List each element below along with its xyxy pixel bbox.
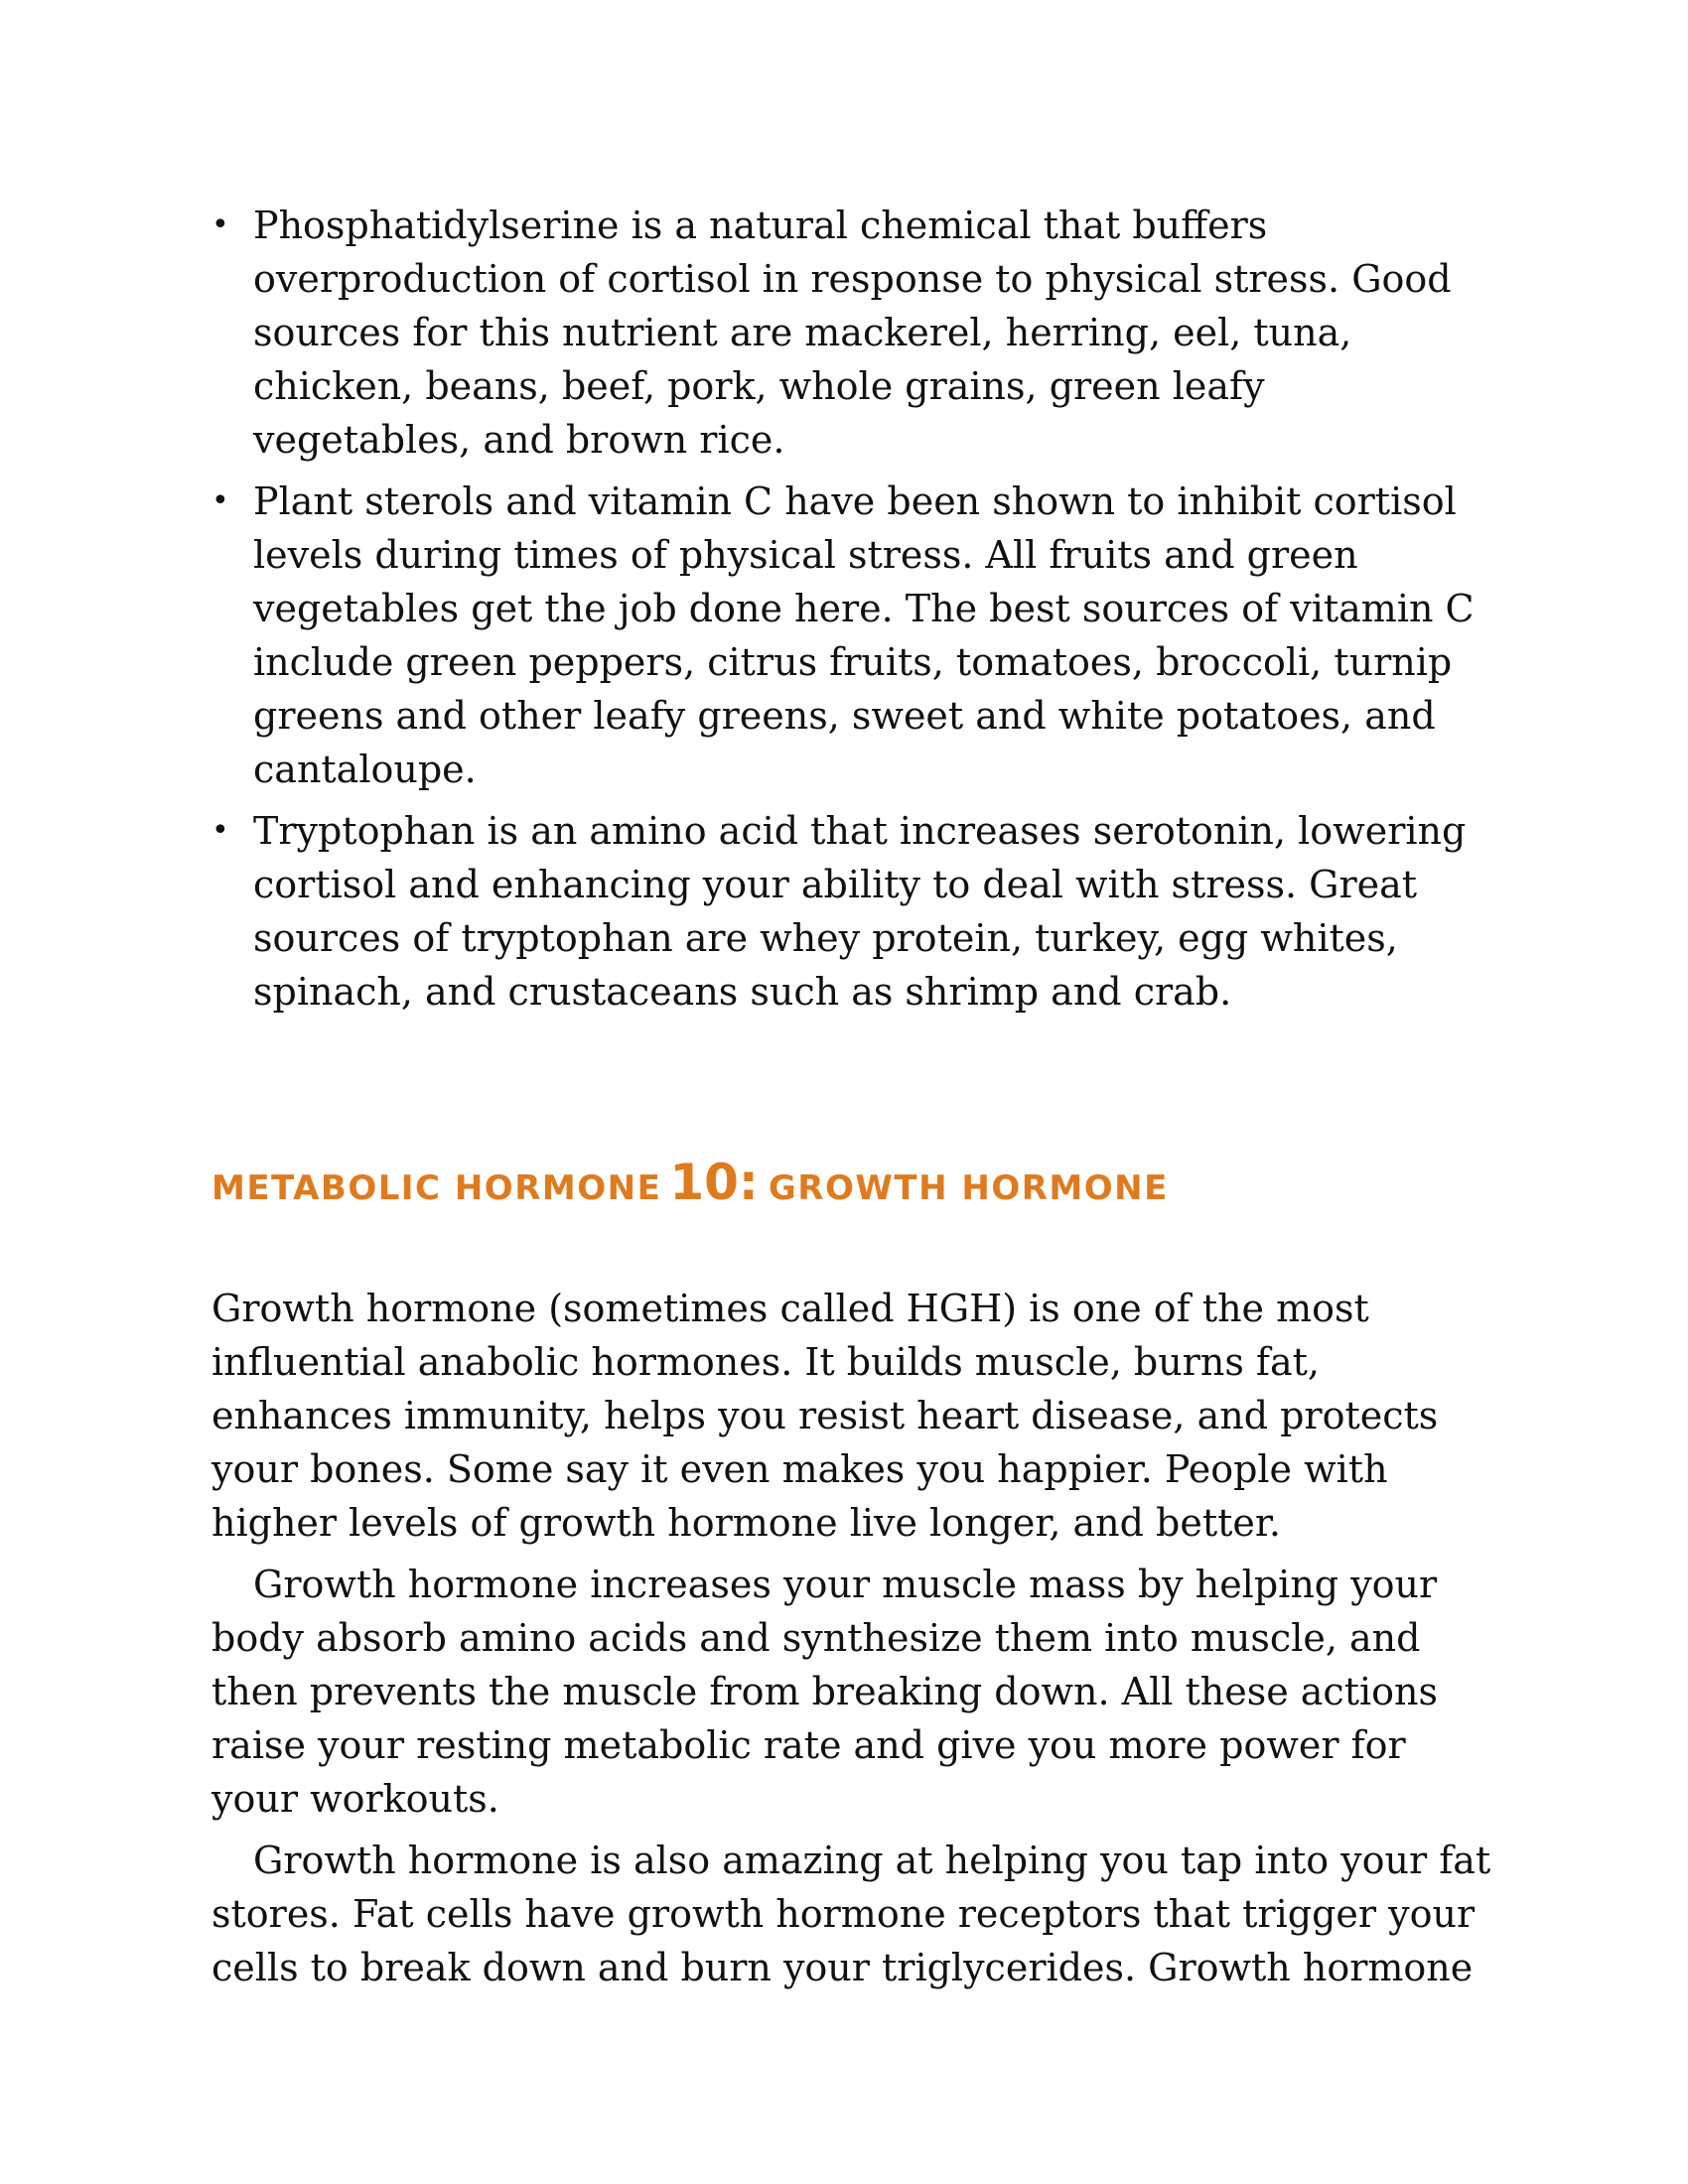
bullet-text: Phosphatidylserine is a natural chemical that buffers overproduction of cortisol in response to physical stress. Good sources for this nutrient are mackerel, herring, eel, tuna, chicken, beans, beef, pork, whole grains, green leafy vegetables, and brown rice. [253, 204, 1452, 462]
bullet-marker: • [211, 207, 229, 242]
paragraph: Growth hormone is also amazing at helping you tap into your fat stores. Fat cells have growth hormone receptors that trigger your cells to break down and burn your triglycerides. Growth hormone [211, 1839, 1491, 1989]
heading-number: 10: [669, 1154, 759, 1211]
bullet-text: Tryptophan is an amino acid that increases serotonin, lowering cortisol and enhancing your ability to deal with stress. Great sources of tryptophan are whey protein, turkey, egg whites, spinach, and crustaceans such as shrimp and crab. [253, 809, 1467, 1014]
body-text [211, 1282, 1492, 1994]
heading-title: GROWTH HORMONE [768, 1168, 1169, 1208]
paragraph: Growth hormone increases your muscle mass by helping your body absorb amino acids and synthesize them into muscle, and then prevents the muscle from breaking down. All these actions raise your resting metabolic rate and give you more power for your workouts. [211, 1563, 1438, 1821]
bullet-marker: • [211, 813, 229, 848]
bullet-list [211, 199, 1492, 1019]
paragraph: Growth hormone (sometimes called HGH) is one of the most influential anabolic hormones. It builds muscle, burns fat, enhances immunity, helps you resist heart disease, and protects your bones. Some say it even makes you happier. People with higher levels of growth hormone live longer, and better. [211, 1287, 1439, 1545]
heading-prefix: METABOLIC HORMONE [211, 1168, 662, 1208]
bullet-text: Plant sterols and vitamin C have been shown to inhibit cortisol levels during times of physical stress. All fruits and green vegetables get the job done here. The best sources of vitamin C include green peppers, citrus fruits, tomatoes, broccoli, turnip greens and other leafy greens, sweet and white potatoes, and cantaloupe. [253, 479, 1475, 791]
list-item [211, 475, 1492, 796]
list-item [211, 804, 1492, 1019]
section-heading [211, 1156, 1492, 1235]
list-item [211, 199, 1492, 467]
page-content [211, 199, 1492, 2002]
bullet-marker: • [211, 483, 229, 518]
